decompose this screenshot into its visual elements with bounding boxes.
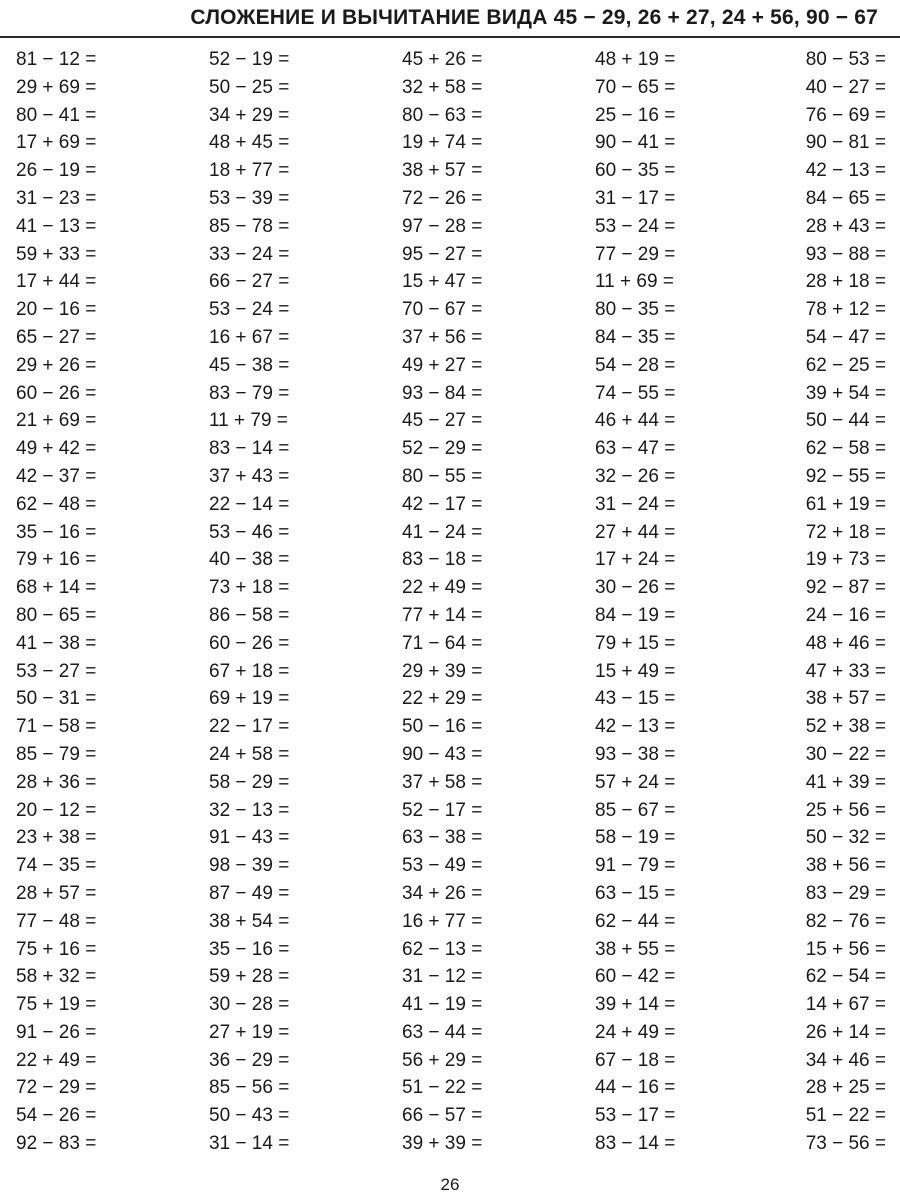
exercise-item: 71 − 58 = bbox=[16, 716, 97, 738]
exercise-item: 80 − 63 = bbox=[402, 104, 483, 126]
exercise-item: 95 − 27 = bbox=[402, 243, 483, 265]
exercise-item: 15 + 56 = bbox=[805, 938, 886, 960]
exercise-item: 50 − 44 = bbox=[805, 410, 886, 432]
exercise-item: 85 − 78 = bbox=[209, 215, 290, 237]
exercise-item: 53 − 49 = bbox=[402, 855, 483, 877]
exercise-item: 59 + 28 = bbox=[209, 966, 290, 988]
exercise-item: 28 + 18 = bbox=[805, 271, 886, 293]
exercise-item: 37 + 58 = bbox=[402, 771, 483, 793]
exercise-item: 28 + 43 = bbox=[805, 215, 886, 237]
exercise-item: 22 + 29 = bbox=[402, 688, 483, 710]
exercise-item: 83 − 29 = bbox=[805, 882, 886, 904]
exercise-item: 41 − 19 = bbox=[402, 994, 483, 1016]
exercise-item: 98 − 39 = bbox=[209, 855, 290, 877]
exercise-item: 77 + 14 = bbox=[402, 604, 483, 626]
exercise-item: 58 − 29 = bbox=[209, 771, 290, 793]
exercise-item: 73 + 18 = bbox=[209, 577, 290, 599]
exercise-item: 27 + 19 = bbox=[209, 1021, 290, 1043]
exercise-item: 80 − 35 = bbox=[595, 299, 676, 321]
exercise-item: 16 + 77 = bbox=[402, 910, 483, 932]
page-header bbox=[0, 0, 900, 40]
exercise-item: 87 − 49 = bbox=[209, 882, 290, 904]
exercise-item: 33 − 24 = bbox=[209, 243, 290, 265]
exercise-item: 41 − 38 = bbox=[16, 632, 97, 654]
exercise-item: 66 − 27 = bbox=[209, 271, 290, 293]
exercise-item: 63 − 15 = bbox=[595, 882, 676, 904]
exercise-item: 31 − 24 = bbox=[595, 493, 676, 515]
exercise-item: 25 − 16 = bbox=[595, 104, 676, 126]
exercise-item: 31 − 17 = bbox=[595, 187, 676, 209]
exercise-item: 73 − 56 = bbox=[805, 1133, 886, 1155]
exercise-item: 81 − 12 = bbox=[16, 49, 97, 70]
exercise-item: 52 − 19 = bbox=[209, 49, 290, 70]
exercise-item: 42 − 37 = bbox=[16, 465, 97, 487]
exercise-item: 22 − 17 = bbox=[209, 716, 290, 738]
exercise-item: 54 − 28 = bbox=[595, 354, 676, 376]
exercise-item: 84 − 35 = bbox=[595, 326, 676, 348]
exercise-item: 74 − 55 = bbox=[595, 382, 676, 404]
exercise-item: 61 + 19 = bbox=[805, 493, 886, 515]
exercise-item: 74 − 35 = bbox=[16, 855, 97, 877]
exercise-item: 75 + 19 = bbox=[16, 994, 97, 1016]
exercise-item: 50 − 25 = bbox=[209, 76, 290, 98]
exercise-item: 90 − 41 = bbox=[595, 132, 676, 154]
exercise-item: 45 − 38 = bbox=[209, 354, 290, 376]
exercise-item: 39 + 39 = bbox=[402, 1133, 483, 1155]
exercise-item: 17 + 44 = bbox=[16, 271, 97, 293]
exercise-item: 72 − 26 = bbox=[402, 187, 483, 209]
exercise-item: 28 + 36 = bbox=[16, 771, 97, 793]
exercise-item: 23 + 38 = bbox=[16, 827, 97, 849]
exercise-item: 34 + 29 = bbox=[209, 104, 290, 126]
exercise-item: 44 − 16 = bbox=[595, 1077, 676, 1099]
exercise-item: 50 − 31 = bbox=[16, 688, 97, 710]
exercise-item: 91 − 79 = bbox=[595, 855, 676, 877]
exercise-item: 50 − 16 = bbox=[402, 716, 483, 738]
exercise-item: 80 − 53 = bbox=[805, 49, 886, 70]
exercise-item: 92 − 87 = bbox=[805, 577, 886, 599]
exercise-item: 51 − 22 = bbox=[402, 1077, 483, 1099]
exercise-item: 34 + 26 = bbox=[402, 882, 483, 904]
exercise-item: 54 − 26 = bbox=[16, 1105, 97, 1127]
exercise-item: 11 + 79 = bbox=[209, 410, 288, 432]
exercise-item: 54 − 47 = bbox=[805, 326, 886, 348]
page-title: СЛОЖЕНИЕ И ВЫЧИТАНИЕ ВИДА 45 − 29, 26 + 27, 24 + 56, 90 − 67 bbox=[190, 6, 878, 29]
exercise-item: 22 − 14 = bbox=[209, 493, 290, 515]
exercise-item: 52 − 17 = bbox=[402, 799, 483, 821]
exercise-item: 58 + 32 = bbox=[16, 966, 97, 988]
exercise-item: 27 + 44 = bbox=[595, 521, 676, 543]
exercise-item: 60 − 42 = bbox=[595, 966, 676, 988]
exercise-item: 62 − 58 = bbox=[805, 438, 886, 460]
exercise-item: 51 − 22 = bbox=[805, 1105, 886, 1127]
exercise-item: 48 + 19 = bbox=[595, 49, 676, 70]
exercise-item: 30 − 26 = bbox=[595, 577, 676, 599]
exercise-item: 30 − 22 = bbox=[805, 743, 886, 765]
exercise-item: 20 − 12 = bbox=[16, 799, 97, 821]
exercise-item: 83 − 79 = bbox=[209, 382, 290, 404]
exercise-item: 52 − 29 = bbox=[402, 438, 483, 460]
exercise-item: 72 − 29 = bbox=[16, 1077, 97, 1099]
exercise-item: 90 − 81 = bbox=[805, 132, 886, 154]
exercise-item: 53 − 24 = bbox=[595, 215, 676, 237]
exercise-item: 62 − 13 = bbox=[402, 938, 483, 960]
exercise-item: 31 − 12 = bbox=[402, 966, 483, 988]
exercise-item: 24 + 58 = bbox=[209, 743, 290, 765]
exercise-item: 92 − 83 = bbox=[16, 1133, 97, 1155]
exercise-item: 26 − 19 = bbox=[16, 160, 97, 182]
exercise-item: 45 + 26 = bbox=[402, 49, 483, 70]
exercise-item: 26 + 14 = bbox=[805, 1021, 886, 1043]
exercise-item: 67 + 18 = bbox=[209, 660, 290, 682]
exercise-item: 62 − 25 = bbox=[805, 354, 886, 376]
exercise-item: 22 + 49 = bbox=[16, 1049, 97, 1071]
exercise-item: 42 − 13 = bbox=[595, 716, 676, 738]
exercise-item: 28 + 25 = bbox=[805, 1077, 886, 1099]
exercise-item: 76 − 69 = bbox=[805, 104, 886, 126]
exercise-item: 97 − 28 = bbox=[402, 215, 483, 237]
exercise-item: 38 + 57 = bbox=[402, 160, 483, 182]
exercise-item: 68 + 14 = bbox=[16, 577, 97, 599]
exercise-item: 40 − 27 = bbox=[805, 76, 886, 98]
exercise-item: 34 + 46 = bbox=[805, 1049, 886, 1071]
exercise-item: 83 − 14 = bbox=[595, 1133, 676, 1155]
exercise-item: 35 − 16 = bbox=[16, 521, 97, 543]
exercise-item: 57 + 24 = bbox=[595, 771, 676, 793]
exercise-item: 80 − 41 = bbox=[16, 104, 97, 126]
exercise-item: 14 + 67 = bbox=[805, 994, 886, 1016]
exercise-item: 77 − 48 = bbox=[16, 910, 97, 932]
page-number: 26 bbox=[440, 1175, 460, 1194]
exercise-item: 52 + 38 = bbox=[805, 716, 886, 738]
exercise-grid bbox=[16, 46, 890, 1158]
exercise-item: 41 − 13 = bbox=[16, 215, 97, 237]
exercise-item: 53 − 17 = bbox=[595, 1105, 676, 1127]
exercise-item: 47 + 33 = bbox=[805, 660, 886, 682]
exercise-item: 53 − 24 = bbox=[209, 299, 290, 321]
exercise-item: 59 + 33 = bbox=[16, 243, 97, 265]
exercise-item: 41 − 24 = bbox=[402, 521, 483, 543]
exercise-item: 70 − 65 = bbox=[595, 76, 676, 98]
exercise-item: 67 − 18 = bbox=[595, 1049, 676, 1071]
exercise-item: 19 + 74 = bbox=[402, 132, 483, 154]
exercise-item: 62 − 44 = bbox=[595, 910, 676, 932]
exercise-item: 90 − 43 = bbox=[402, 743, 483, 765]
exercise-item: 63 − 44 = bbox=[402, 1021, 483, 1043]
exercise-item: 84 − 65 = bbox=[805, 187, 886, 209]
exercise-item: 39 + 14 = bbox=[595, 994, 676, 1016]
exercise-item: 79 + 15 = bbox=[595, 632, 676, 654]
exercise-item: 32 − 26 = bbox=[595, 465, 676, 487]
exercise-item: 71 − 64 = bbox=[402, 632, 483, 654]
exercise-item: 36 − 29 = bbox=[209, 1049, 290, 1071]
exercise-item: 65 − 27 = bbox=[16, 326, 97, 348]
exercise-item: 11 + 69 = bbox=[595, 271, 674, 293]
exercise-item: 93 − 84 = bbox=[402, 382, 483, 404]
exercise-item: 66 − 57 = bbox=[402, 1105, 483, 1127]
exercise-item: 40 − 38 = bbox=[209, 549, 290, 571]
exercise-item: 80 − 65 = bbox=[16, 604, 97, 626]
exercise-item: 38 + 56 = bbox=[805, 855, 886, 877]
exercise-item: 18 + 77 = bbox=[209, 160, 290, 182]
exercise-item: 49 + 27 = bbox=[402, 354, 483, 376]
exercise-item: 62 − 48 = bbox=[16, 493, 97, 515]
exercise-item: 32 + 58 = bbox=[402, 76, 483, 98]
exercise-item: 15 + 47 = bbox=[402, 271, 483, 293]
exercise-item: 92 − 55 = bbox=[805, 465, 886, 487]
exercise-item: 20 − 16 = bbox=[16, 299, 97, 321]
exercise-item: 38 + 54 = bbox=[209, 910, 290, 932]
exercise-item: 50 − 43 = bbox=[209, 1105, 290, 1127]
exercise-item: 30 − 28 = bbox=[209, 994, 290, 1016]
exercise-item: 69 + 19 = bbox=[209, 688, 290, 710]
exercise-item: 58 − 19 = bbox=[595, 827, 676, 849]
exercise-item: 63 − 38 = bbox=[402, 827, 483, 849]
exercise-item: 93 − 38 = bbox=[595, 743, 676, 765]
exercise-item: 85 − 56 = bbox=[209, 1077, 290, 1099]
exercise-item: 15 + 49 = bbox=[595, 660, 676, 682]
exercise-item: 29 + 39 = bbox=[402, 660, 483, 682]
exercise-item: 42 − 13 = bbox=[805, 160, 886, 182]
exercise-item: 24 + 49 = bbox=[595, 1021, 676, 1043]
exercise-item: 25 + 56 = bbox=[805, 799, 886, 821]
exercise-item: 29 + 69 = bbox=[16, 76, 97, 98]
exercise-item: 17 + 24 = bbox=[595, 549, 676, 571]
exercise-item: 91 − 43 = bbox=[209, 827, 290, 849]
exercise-item: 32 − 13 = bbox=[209, 799, 290, 821]
exercise-item: 75 + 16 = bbox=[16, 938, 97, 960]
exercise-item: 85 − 67 = bbox=[595, 799, 676, 821]
exercise-item: 22 + 49 = bbox=[402, 577, 483, 599]
exercise-item: 53 − 46 = bbox=[209, 521, 290, 543]
exercise-item: 43 − 15 = bbox=[595, 688, 676, 710]
header-rule bbox=[0, 36, 900, 38]
exercise-item: 70 − 67 = bbox=[402, 299, 483, 321]
exercise-item: 45 − 27 = bbox=[402, 410, 483, 432]
exercise-item: 28 + 57 = bbox=[16, 882, 97, 904]
exercise-item: 19 + 73 = bbox=[805, 549, 886, 571]
exercise-item: 78 + 12 = bbox=[805, 299, 886, 321]
exercise-item: 35 − 16 = bbox=[209, 938, 290, 960]
exercise-item: 53 − 39 = bbox=[209, 187, 290, 209]
exercise-item: 83 − 18 = bbox=[402, 549, 483, 571]
exercise-item: 16 + 67 = bbox=[209, 326, 290, 348]
exercise-item: 42 − 17 = bbox=[402, 493, 483, 515]
exercise-item: 60 − 26 = bbox=[16, 382, 97, 404]
exercise-item: 60 − 35 = bbox=[595, 160, 676, 182]
exercise-item: 84 − 19 = bbox=[595, 604, 676, 626]
exercise-item: 77 − 29 = bbox=[595, 243, 676, 265]
exercise-item: 60 − 26 = bbox=[209, 632, 290, 654]
exercise-item: 86 − 58 = bbox=[209, 604, 290, 626]
exercise-item: 37 + 43 = bbox=[209, 465, 290, 487]
exercise-item: 24 − 16 = bbox=[805, 604, 886, 626]
exercise-item: 29 + 26 = bbox=[16, 354, 97, 376]
exercise-item: 21 + 69 = bbox=[16, 410, 97, 432]
exercise-item: 49 + 42 = bbox=[16, 438, 97, 460]
exercise-item: 72 + 18 = bbox=[805, 521, 886, 543]
exercise-item: 46 + 44 = bbox=[595, 410, 676, 432]
exercise-item: 83 − 14 = bbox=[209, 438, 290, 460]
exercise-item: 62 − 54 = bbox=[805, 966, 886, 988]
exercise-item: 53 − 27 = bbox=[16, 660, 97, 682]
exercise-item: 56 + 29 = bbox=[402, 1049, 483, 1071]
exercise-item: 48 + 46 = bbox=[805, 632, 886, 654]
exercise-item: 93 − 88 = bbox=[805, 243, 886, 265]
exercise-item: 41 + 39 = bbox=[805, 771, 886, 793]
exercise-item: 17 + 69 = bbox=[16, 132, 97, 154]
exercise-item: 31 − 14 = bbox=[209, 1133, 290, 1155]
exercise-item: 38 + 55 = bbox=[595, 938, 676, 960]
exercise-item: 48 + 45 = bbox=[209, 132, 290, 154]
exercise-item: 50 − 32 = bbox=[805, 827, 886, 849]
exercise-item: 91 − 26 = bbox=[16, 1021, 97, 1043]
exercise-item: 85 − 79 = bbox=[16, 743, 97, 765]
exercise-item: 37 + 56 = bbox=[402, 326, 483, 348]
exercise-item: 82 − 76 = bbox=[805, 910, 886, 932]
exercise-item: 38 + 57 = bbox=[805, 688, 886, 710]
exercise-item: 31 − 23 = bbox=[16, 187, 97, 209]
exercise-item: 63 − 47 = bbox=[595, 438, 676, 460]
exercise-item: 80 − 55 = bbox=[402, 465, 483, 487]
exercise-item: 39 + 54 = bbox=[805, 382, 886, 404]
exercise-item: 79 + 16 = bbox=[16, 549, 97, 571]
